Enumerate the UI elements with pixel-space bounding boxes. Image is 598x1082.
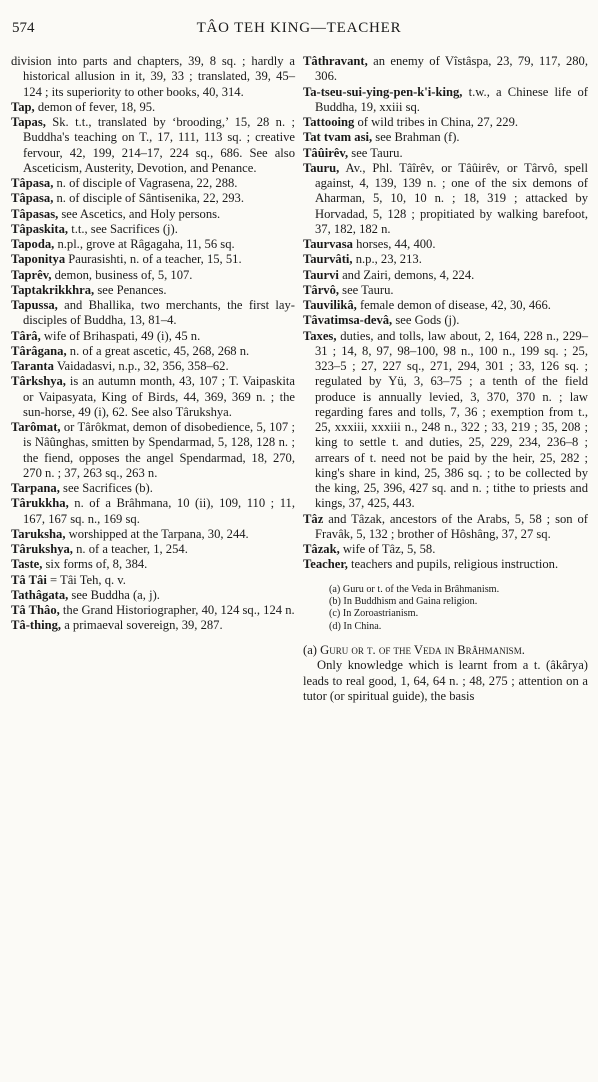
entry-headword: Taponitya [11, 252, 66, 267]
entry-headword: Târukshya, [11, 542, 73, 556]
index-entry [11, 588, 295, 603]
entry-text: a primaeval sovereign, 39, 287. [61, 618, 223, 633]
index-entry [303, 313, 588, 328]
subdivision-note: (d) In China. [329, 620, 382, 632]
entry-text: t.w., a Chinese life of Buddha, 19, xxiii sq. [315, 84, 588, 114]
entry-text: Paurasishti, n. of a teacher, 15, 51. [65, 252, 242, 267]
index-entry [11, 481, 295, 496]
index-entry [11, 573, 295, 588]
index-entry [11, 374, 295, 420]
entry-headword: Tauru, [303, 160, 340, 175]
entry-text: Vaidadasvi, n.p., 32, 356, 358–62. [53, 359, 229, 373]
entry-headword: Taste, [11, 557, 43, 572]
index-entry [303, 512, 588, 543]
index-entry [11, 222, 295, 237]
left-column [11, 54, 295, 634]
section-marker: (a) [303, 643, 321, 658]
entry-headword: Tâpasa, [11, 176, 54, 190]
entry-text: the Grand Historiographer, 40, 124 sq., 124 n. [59, 603, 295, 617]
entry-headword: Tap, [11, 99, 35, 114]
entry-text: see Tauru. [348, 145, 403, 160]
entry-headword: Taruksha, [11, 526, 66, 541]
entry-text: n. of a teacher, 1, 254. [72, 542, 188, 556]
entry-text: horses, 44, 400. [352, 237, 436, 251]
entry-headword: Tat tvam asi, [303, 130, 373, 145]
entry-headword: Taptakrikkhra, [11, 282, 95, 297]
entry-headword: Taurvasa [303, 237, 353, 251]
index-entry [11, 542, 295, 557]
index-entry [303, 542, 588, 557]
page-number: 574 [12, 20, 35, 36]
section-body: Only knowledge which is learnt from a t. (âkârya) leads to real good, 1, 64, 64 n. ; 48, 275 ; attention on a tutor (or spiritual guide), the basis [303, 658, 588, 703]
entry-text: t.t., see Sacrifices (j). [68, 221, 178, 236]
entry-headword: Tâûirêv, [303, 145, 349, 160]
entry-text: worshipped at the Tarpana, 30, 244. [65, 526, 249, 541]
subdivision-note: (b) In Buddhism and Gaina religion. [329, 595, 478, 607]
entry-text: see Penances. [94, 282, 167, 297]
entry-headword: Ta-tseu-sui-ying-pen-k'i-king, [303, 84, 463, 99]
entry-text: = Tâi Teh, q. v. [46, 572, 126, 587]
entry-headword: Tâzak, [303, 542, 340, 556]
entry-text: see Gods (j). [392, 313, 460, 328]
index-entry [303, 237, 588, 252]
entry-headword: Tauvilikâ, [303, 298, 357, 312]
entry-headword: Tâ Tâi [11, 572, 47, 587]
entry-headword: Taurvi [303, 267, 339, 282]
entry-headword: Tâvatimsa-devâ, [303, 313, 393, 328]
index-entry [303, 298, 588, 313]
section-heading [303, 643, 588, 658]
entry-headword: Teacher, [303, 557, 348, 572]
entry-text: and Tâzak, ancestors of the Arabs, 5, 58 ; son of Fravâk, 5, 132 ; brother of Hôshâng, 37, 27 sq. [315, 511, 588, 541]
entry-headword: Tarpana, [11, 481, 60, 495]
entry-headword: Târâ, [11, 328, 41, 343]
index-entry [303, 130, 588, 145]
entry-headword: Tâpasas, [11, 206, 59, 221]
index-entry [11, 237, 295, 252]
index-entry [303, 54, 588, 85]
index-entry [11, 176, 295, 191]
right-column-entries [303, 54, 588, 573]
entry-headword: Taranta [11, 359, 54, 373]
entry-text: n.pl., grove at Râgagaha, 11, 56 sq. [54, 237, 235, 251]
entry-headword: Tattooing [303, 115, 355, 129]
entry-headword: Tarômat, [11, 420, 61, 434]
entry-text: n. of disciple of Vagrasena, 22, 288. [53, 176, 238, 190]
entry-text: n.p., 23, 213. [352, 252, 422, 267]
entry-headword: Tâpaskita, [11, 221, 69, 236]
entry-headword: Taxes, [303, 328, 337, 343]
entry-headword: Târvô, [303, 282, 340, 297]
entry-headword: Târukkha, [11, 496, 69, 511]
entry-headword: Tapoda, [11, 237, 55, 251]
running-title: TÂO TEH KING—TEACHER [196, 20, 402, 36]
subdivision-notes [329, 584, 588, 634]
index-entry [11, 54, 295, 100]
entry-headword: Târâgana, [11, 343, 67, 358]
index-entry [11, 557, 295, 572]
index-entry [11, 420, 295, 481]
index-entry [303, 161, 588, 237]
index-entry [11, 603, 295, 618]
entry-headword: Tâ-thing, [11, 618, 62, 633]
index-entry [11, 207, 295, 222]
entry-text: teachers and pupils, religious instruction. [347, 557, 559, 572]
index-entry [11, 359, 295, 374]
entry-text: female demon of disease, 42, 30, 466. [356, 298, 551, 312]
right-column [303, 54, 588, 704]
index-entry [303, 115, 588, 130]
entry-text: see Buddha (a, j). [68, 587, 160, 602]
entry-text: division into parts and chapters, 39, 8 sq. ; hardly a historical allusion in it, 39, 33 ; translated, 39, 45–124 ; its superiority to other books, 40, 314. [11, 54, 295, 99]
entry-headword: Tapas, [11, 115, 46, 129]
index-entry [11, 344, 295, 359]
entry-text: and Bhallika, two merchants, the first lay-disciples of Buddha, 13, 81–4. [23, 298, 295, 328]
entry-text: an enemy of Vîstâspa, 23, 79, 117, 280, 306. [315, 54, 588, 84]
entry-headword: Tâz [303, 511, 324, 526]
entry-text: demon, business of, 5, 107. [51, 267, 193, 282]
entry-text: six forms of, 8, 384. [42, 557, 148, 572]
index-entry [11, 496, 295, 527]
index-entry [303, 146, 588, 161]
section-heading-text: Guru or t. of the Veda in Brâhmanism. [320, 643, 525, 658]
subdivision-note: (a) Guru or t. of the Veda in Brâhmanism. [329, 583, 500, 595]
index-entry [303, 329, 588, 512]
entry-text: duties, and tolls, law about, 2, 164, 228 n., 229–31 ; 14, 8, 97, 98–100, 98 n., 100 n., 199 sq. ; 25, 323–5 ; 27, 227 sq., 271, 294, 301 ; 33, 126 sq. ; regulated by Yü, 3, 63–75 ; a tenth of the field produce is annually levied, 3, 370, 370 n. ; law regarding fares and tolls, 7, 36 ; exemption from t., 25, xxxiii, xxxiii n., 248 n., 322 ; 33, 219 ; 35, 208 ; king to settle t. and duties, 25, 229, 234, 236–8 ; arrears of t. need not be paid by the heir, 25, 282 ; king's share in kind, 25, 386 sq. ; to be collected by the king, 25, 396, 427 sq. and n. ; tithe to priests and kings, 37, 425, 443. [315, 328, 588, 511]
entry-text: and Zairi, demons, 4, 224. [338, 267, 475, 282]
index-entry [11, 283, 295, 298]
entry-headword: Târkshya, [11, 374, 66, 389]
entry-text: is an autumn month, 43, 107 ; T. Vaipaskita or Vaipasyata, King of Birds, 44, 369, 369 n. ; the sun-horse, 49 (i), 62. See also Târukshya. [23, 374, 295, 419]
entry-headword: Tapussa, [11, 298, 58, 312]
entry-text: or Târôkmat, demon of disobedience, 5, 107 ; is Nâûnghas, smitten by Spendarmad, 5, 128, 128 n. ; the fiend, opposes the angel Spendarmad, 18, 270, 270 n. ; 37, 263 sq., 263 n. [23, 420, 295, 480]
index-entry [303, 283, 588, 298]
entry-text: n. of disciple of Sântisenika, 22, 293. [53, 191, 244, 206]
index-entry [303, 252, 588, 267]
entry-text: n. of a great ascetic, 45, 268, 268 n. [66, 343, 250, 358]
entry-text: Av., Phl. Tâîrêv, or Tâûirêv, or Târvô, spell against, 4, 139, 139 n. ; one of the six demons of Aharman, 5, 10, 10 n. ; 18, 319 ; attacked by Horvadad, 5, 128 ; propitiated by walking barefoot, 37, 182, 182 n. [315, 160, 588, 236]
entry-text: n. of a Brâhmana, 10 (ii), 109, 110 ; 11, 167, 167 sq. n., 169 sq. [23, 496, 295, 526]
index-entry [11, 100, 295, 115]
index-entry [303, 85, 588, 116]
index-entry [11, 527, 295, 542]
entry-headword: Taurvâti, [303, 252, 353, 267]
entry-text: see Sacrifices (b). [59, 481, 153, 495]
entry-text: wife of Brihaspati, 49 (i), 45 n. [40, 328, 201, 343]
index-entry [303, 268, 588, 283]
entry-text: demon of fever, 18, 95. [34, 99, 156, 114]
entry-headword: Tathâgata, [11, 587, 69, 602]
entry-headword: Tâ Thâo, [11, 603, 60, 617]
entry-headword: Taprêv, [11, 267, 52, 282]
index-entry [11, 191, 295, 206]
entry-headword: Tâthravant, [303, 54, 368, 68]
entry-headword: Tâpasa, [11, 191, 54, 206]
entry-text: see Tauru. [339, 282, 394, 297]
page-header [0, 18, 598, 40]
index-entry [11, 252, 295, 267]
entry-text: of wild tribes in China, 27, 229. [354, 115, 519, 129]
entry-text: see Ascetics, and Holy persons. [58, 206, 221, 221]
index-entry [11, 115, 295, 176]
entry-text: wife of Tâz, 5, 58. [339, 542, 436, 556]
index-entry [11, 298, 295, 329]
entry-text: Sk. t.t., translated by ‘brooding,’ 15, 28 n. ; Buddha's teaching on T., 17, 111, 113 sq. ; creative fervour, 42, 199, 214–17, 224 sq., 686. See also Asceticism, Austerity, Devotion, and Penance. [23, 115, 295, 175]
index-entry [303, 557, 588, 572]
index-entry [11, 329, 295, 344]
subdivision-note: (c) In Zoroastrianism. [329, 608, 419, 620]
index-entry [11, 618, 295, 633]
index-entry [11, 268, 295, 283]
entry-text: see Brahman (f). [372, 130, 460, 145]
